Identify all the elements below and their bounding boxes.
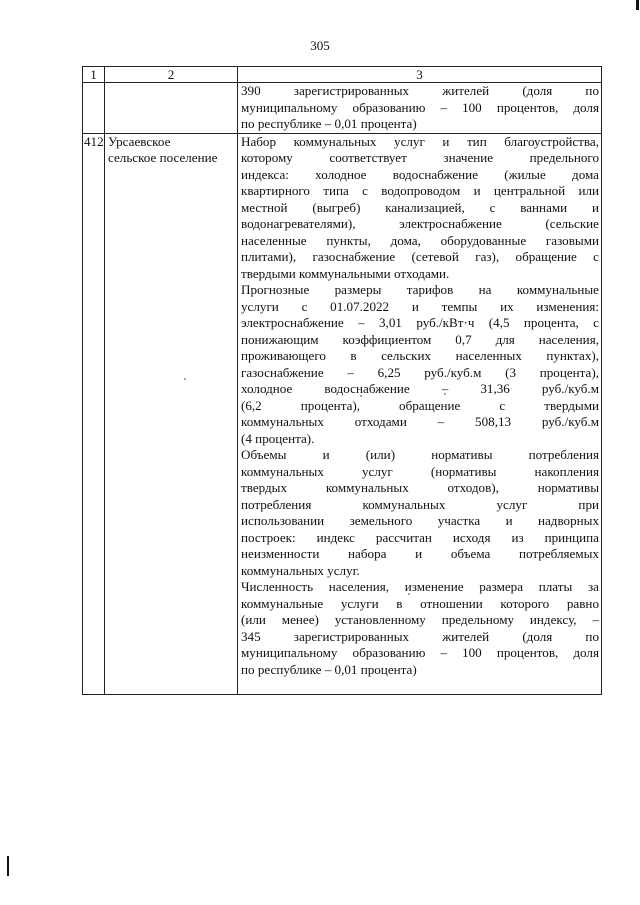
header-cell-2: 2 bbox=[105, 67, 238, 83]
text-line: Численность населения, изменение размера платы за bbox=[241, 579, 599, 594]
text-line: холодное водоснабжение – 31,36 руб./куб.м bbox=[241, 381, 599, 396]
row-number-cell bbox=[83, 83, 105, 134]
text-line: коммунальные услуги в отношении которого равно bbox=[241, 595, 599, 611]
text-line: коммунальных отходами – 508,13 руб./куб.м bbox=[241, 414, 599, 429]
text-line: Объемы и (или) нормативы потребления bbox=[241, 447, 599, 462]
text-line: Набор коммунальных услуг и тип благоустройства, bbox=[241, 133, 599, 149]
text-line: понижающим коэффициентом 0,7 для населения, bbox=[241, 331, 599, 347]
text-line: квартирного типа с водопроводом и центральной или bbox=[241, 183, 599, 198]
settlement-name-cell bbox=[105, 83, 238, 134]
description-paragraph-tariffs bbox=[241, 282, 599, 447]
text-line: 345 зарегистрированных жителей (доля по bbox=[241, 628, 599, 644]
settlement-name-line: сельское поселение bbox=[108, 150, 218, 165]
text-line: (6,2 процента), обращение с твердыми bbox=[241, 397, 599, 413]
text-line: водонагревателями), электроснабжение (сельские bbox=[241, 216, 599, 231]
text-line: потребления коммунальных услуг при bbox=[241, 496, 599, 512]
cell-bottom-space bbox=[241, 678, 599, 694]
text-line: которому соответствует значение предельного bbox=[241, 150, 599, 165]
text-line: местной (выгреб) канализацией, с ваннами и bbox=[241, 199, 599, 215]
header-cell-3: 3 bbox=[238, 67, 602, 83]
text-line: (4 процента). bbox=[241, 430, 315, 446]
description-cell bbox=[238, 133, 602, 695]
text-line: коммунальных услуг (нормативы накопления bbox=[241, 463, 599, 479]
text-line: (или менее) установленному предельному индексу, – bbox=[241, 612, 599, 627]
table-row-412 bbox=[83, 133, 602, 695]
row-number-cell: 412 bbox=[83, 133, 105, 695]
page-number: 305 bbox=[310, 38, 330, 53]
text-line: использовании земельного участка и надворных bbox=[241, 513, 599, 528]
description-paragraph bbox=[241, 83, 599, 133]
data-table bbox=[82, 66, 602, 695]
scan-edge-mark bbox=[636, 0, 639, 10]
description-paragraph-population bbox=[241, 579, 599, 678]
scan-edge-mark-left bbox=[7, 856, 9, 876]
text-line: 390 зарегистрированных жителей (доля по bbox=[241, 83, 599, 98]
table-row-continued bbox=[83, 83, 602, 134]
text-line: построек: индекс рассчитан исходя из принципа bbox=[241, 529, 599, 545]
text-line: индекса: холодное водоснабжение (жилые дома bbox=[241, 166, 599, 182]
text-line: неизменности набора и объема потребляемых bbox=[241, 546, 599, 561]
text-line: населенные пункты, дома, оборудованные газовыми bbox=[241, 232, 599, 248]
text-line: плитами), газоснабжение (сетевой газ), обращение с bbox=[241, 249, 599, 264]
text-line: по республике – 0,01 процента) bbox=[241, 661, 417, 677]
text-line: проживающего в сельских населенных пунктах), bbox=[241, 348, 599, 363]
text-line: газоснабжение – 6,25 руб./куб.м (3 процента), bbox=[241, 364, 599, 380]
description-cell bbox=[238, 83, 602, 134]
text-line: услуги с 01.07.2022 и темпы их изменения: bbox=[241, 298, 599, 314]
text-line: Прогнозные размеры тарифов на коммунальные bbox=[241, 282, 599, 297]
header-cell-1: 1 bbox=[83, 67, 105, 83]
text-line: муниципальному образованию – 100 процентов, доля bbox=[241, 645, 599, 660]
description-paragraph-services bbox=[241, 134, 599, 283]
description-paragraph-volumes bbox=[241, 447, 599, 579]
text-line: твердых коммунальных отходов), нормативы bbox=[241, 480, 599, 495]
text-line: коммунальных услуг. bbox=[241, 562, 360, 578]
text-line: по республике – 0,01 процента) bbox=[241, 116, 417, 131]
text-line: твердыми коммунальными отходами. bbox=[241, 265, 450, 281]
text-line: муниципальному образованию – 100 процентов, доля bbox=[241, 99, 599, 115]
text-line: электроснабжение – 3,01 руб./кВт·ч (4,5 процента, с bbox=[241, 315, 599, 330]
table-header-row bbox=[83, 67, 602, 83]
settlement-name-cell bbox=[105, 133, 238, 695]
settlement-name-line: Урсаевское bbox=[108, 133, 171, 149]
